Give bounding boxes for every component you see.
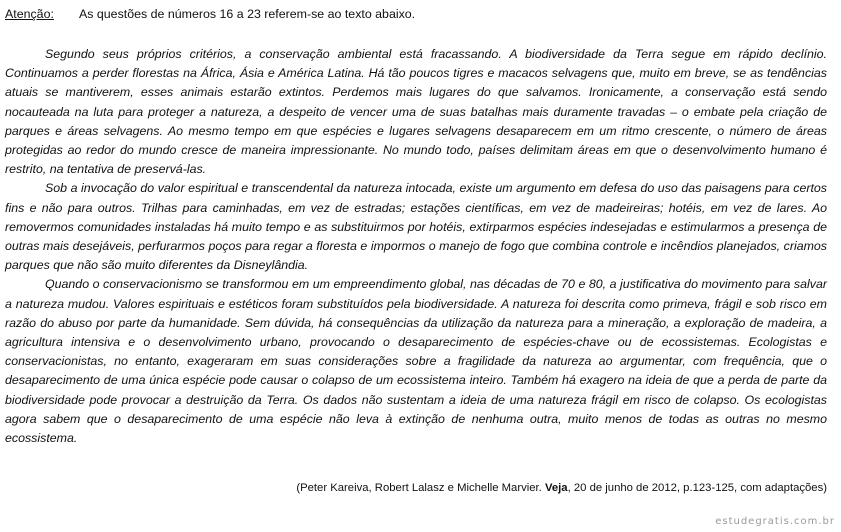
citation-source: Veja (544, 482, 568, 494)
text-body (5, 45, 827, 448)
citation-details: , 20 de junho de 2012, p.123-125, com adaptações) (567, 482, 827, 494)
citation (296, 481, 827, 495)
site-watermark: estudegratis.com.br (715, 516, 835, 527)
attention-message: As questões de números 16 a 23 referem-se ao texto abaixo. (79, 7, 416, 21)
paragraph-3: Quando o conservacionismo se transformou em um empreendimento global, nas décadas de 70 e 80, a justificativa do movimento para salvar a natureza mudou. Valores espirituais e estéticos foram substituídos pela biodiversidade. A natureza foi descrita como primeva, frágil e sob risco em razão do abuso por parte da humanidade. Sem dúvida, há consequências da utilização da natureza para a mineração, a exploração de madeira, a agricultura intensiva e o desenvolvimento urbano, provocando o desaparecimento de espécies-chave ou de ecossistemas. Ecologistas e conservacionistas, no entanto, exageraram em suas considerações sobre a fragilidade da natureza ao argumentar, com frequência, que o desaparecimento de uma única espécie pode causar o colapso de um ecossistema inteiro. Também há exagero na ideia de que a perda de parte da biodiversidade pode provocar a destruição da Terra. Os dados não sustentam a ideia de uma natureza frágil em risco de colapso. Os ecologistas agora sabem que o desaparecimento de uma espécie não leva à extinção de nenhuma outra, muito menos de todas as outras no mesmo ecossistema. (5, 277, 827, 446)
attention-label: Atenção: (5, 7, 54, 21)
paragraph-1: Segundo seus próprios critérios, a conservação ambiental está fracassando. A biodiversidade da Terra segue em rápido declínio. Continuamos a perder florestas na África, Ásia e América Latina. Há tão poucos tigres e macacos selvagens que, muito em breve, se as tendências atuais se mantiverem, esses animais estarão extintos. Perdemos mais lugares do que salvamos. Ironicamente, a conservação está sendo nocauteada na luta para proteger a natureza, a despeito de vencer uma de suas batalhas mais duramente travadas – o embate pela criação de parques e áreas selvagens. Ao mesmo tempo em que espécies e lugares selvagens desaparecem em um ritmo crescente, o número de áreas protegidas ao redor do mundo cresce de maneira impressionante. No mundo todo, países delimitam áreas em que o desenvolvimento humano é restrito, na tentativa de preservá-las. (5, 47, 827, 177)
paragraph-2: Sob a invocação do valor espiritual e transcendental da natureza intocada, existe um argumento em defesa do uso das paisagens para certos fins e não para outros. Trilhas para caminhadas, em vez de estradas; estações científicas, em vez de madeireiras; hotéis, em vez de lares. Ao removermos comunidades instaladas há muito tempo e as substituirmos por hotéis, extirparmos espécies indesejadas e estimularmos a presença de outras mais desejáveis, perfurarmos poços para regar a floresta e impormos o manejo de fogo que combina controle e incêndios planejados, criamos parques que não são muito diferentes da Disneylândia. (5, 181, 827, 273)
attention-notice (5, 7, 416, 22)
citation-authors: (Peter Kareiva, Robert Lalasz e Michelle Marvier. (296, 482, 545, 494)
